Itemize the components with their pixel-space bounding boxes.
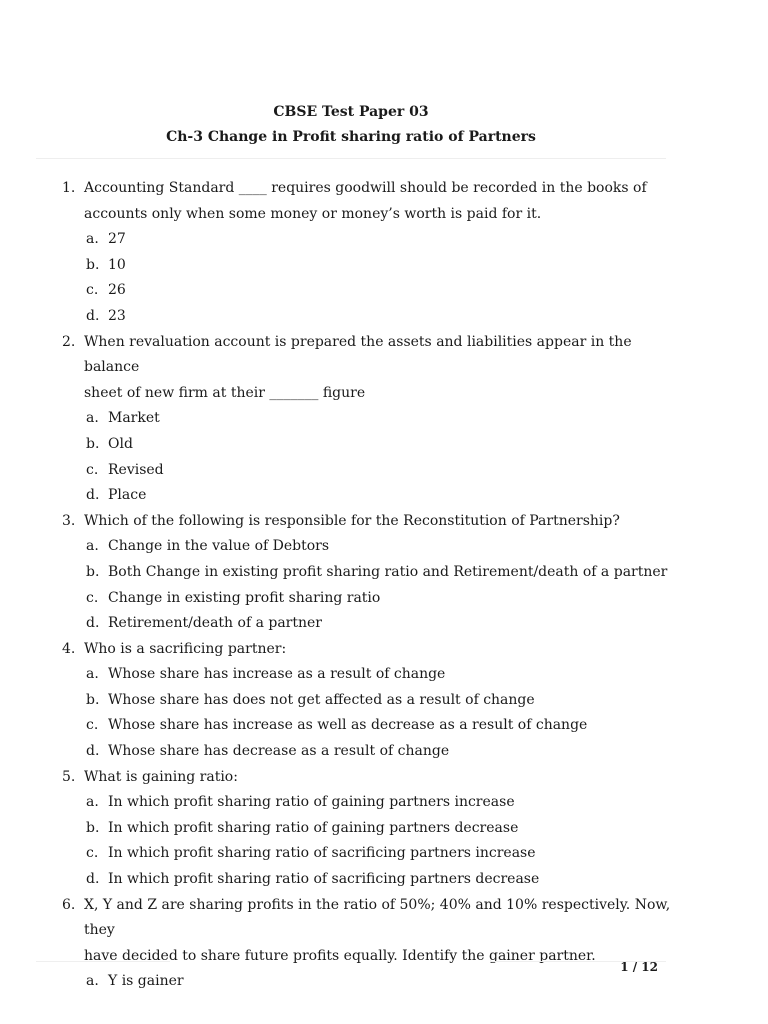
question-item [56, 176, 676, 330]
footer-divider-left [36, 961, 170, 962]
option-letter: c. [86, 845, 99, 862]
option-text: Place [108, 487, 147, 504]
option-letter: d. [86, 871, 100, 888]
question-number: 2. [62, 333, 76, 350]
answer-option [84, 304, 676, 330]
option-text: Whose share has increase as a result of change [108, 666, 446, 683]
header-divider [36, 158, 666, 159]
question-list [56, 176, 676, 995]
question-number: 6. [62, 896, 76, 913]
question-text-line: accounts only when some money or money’s worth is paid for it. [84, 205, 542, 222]
answer-option [84, 432, 676, 458]
option-letter: a. [86, 973, 99, 990]
option-letter: a. [86, 231, 99, 248]
option-letter: a. [86, 410, 99, 427]
question-text-line: What is gaining ratio: [84, 768, 238, 785]
answer-option [84, 662, 676, 688]
question-text-line: Which of the following is responsible for the Reconstitution of Partnership? [84, 512, 620, 529]
question-item [56, 330, 676, 509]
option-letter: a. [86, 666, 99, 683]
option-text: 27 [108, 231, 126, 248]
option-text: Whose share has decrease as a result of change [108, 743, 450, 760]
option-letter: d. [86, 743, 100, 760]
question-item [56, 765, 676, 893]
answer-option [84, 739, 676, 765]
answer-option [84, 867, 676, 893]
option-text: 23 [108, 307, 126, 324]
question-text-line: X, Y and Z are sharing profits in the ratio of 50%; 40% and 10% respectively. Now, they [84, 896, 671, 939]
answer-option [84, 713, 676, 739]
question-text-line: When revaluation account is prepared the assets and liabilities appear in the balance [84, 333, 632, 376]
answer-option [84, 560, 676, 586]
option-text: In which profit sharing ratio of gaining partners increase [108, 794, 515, 811]
option-letter: a. [86, 538, 99, 555]
answer-option [84, 611, 676, 637]
option-text: 26 [108, 282, 126, 299]
page-title: CBSE Test Paper 03 [273, 104, 429, 120]
answer-option [84, 688, 676, 714]
question-number: 4. [62, 640, 76, 657]
answer-option [84, 406, 676, 432]
question-number: 3. [62, 512, 76, 529]
question-item [56, 893, 676, 995]
option-text: Both Change in existing profit sharing ratio and Retirement/death of a partner [108, 563, 668, 580]
answer-option [84, 253, 676, 279]
option-letter: d. [86, 487, 100, 504]
option-text: Y is gainer [108, 973, 184, 990]
option-text: Old [108, 435, 133, 452]
option-text: In which profit sharing ratio of sacrificing partners increase [108, 845, 536, 862]
option-text: 10 [108, 256, 126, 273]
answer-option [84, 483, 676, 509]
answer-option [84, 458, 676, 484]
option-text: Market [108, 410, 160, 427]
page-subtitle: Ch-3 Change in Profit sharing ratio of Partners [166, 129, 536, 145]
option-letter: d. [86, 307, 100, 324]
option-letter: a. [86, 794, 99, 811]
option-text: In which profit sharing ratio of gaining partners decrease [108, 819, 519, 836]
option-text: Whose share has does not get affected as a result of change [108, 691, 535, 708]
answer-option [84, 969, 676, 995]
question-text-line: Who is a sacrificing partner: [84, 640, 287, 657]
option-letter: b. [86, 691, 100, 708]
option-letter: c. [86, 461, 99, 478]
option-letter: b. [86, 819, 100, 836]
page-number: 1 / 12 [620, 960, 658, 974]
answer-option [84, 790, 676, 816]
answer-option [84, 534, 676, 560]
option-letter: b. [86, 563, 100, 580]
option-text: Revised [108, 461, 164, 478]
question-text-line: sheet of new firm at their _______ figure [84, 384, 366, 401]
answer-option [84, 586, 676, 612]
option-letter: c. [86, 717, 99, 734]
question-text-line: Accounting Standard ____ requires goodwill should be recorded in the books of [84, 180, 647, 196]
question-number: 5. [62, 768, 76, 785]
option-letter: d. [86, 615, 100, 632]
option-letter: c. [86, 282, 99, 299]
option-text: Change in the value of Debtors [108, 538, 330, 555]
option-text: Whose share has increase as well as decrease as a result of change [108, 717, 588, 734]
option-letter: b. [86, 256, 100, 273]
answer-option [84, 227, 676, 253]
option-letter: c. [86, 589, 99, 606]
question-text-line: have decided to share future profits equally. Identify the gainer partner. [84, 947, 596, 964]
answer-option [84, 816, 676, 842]
question-number: 1. [62, 180, 76, 196]
option-letter: b. [86, 435, 100, 452]
question-item [56, 509, 676, 637]
answer-option [84, 278, 676, 304]
option-text: Change in existing profit sharing ratio [108, 589, 381, 606]
option-text: In which profit sharing ratio of sacrificing partners decrease [108, 871, 540, 888]
option-text: Retirement/death of a partner [108, 615, 322, 632]
answer-option [84, 841, 676, 867]
question-item [56, 637, 676, 765]
